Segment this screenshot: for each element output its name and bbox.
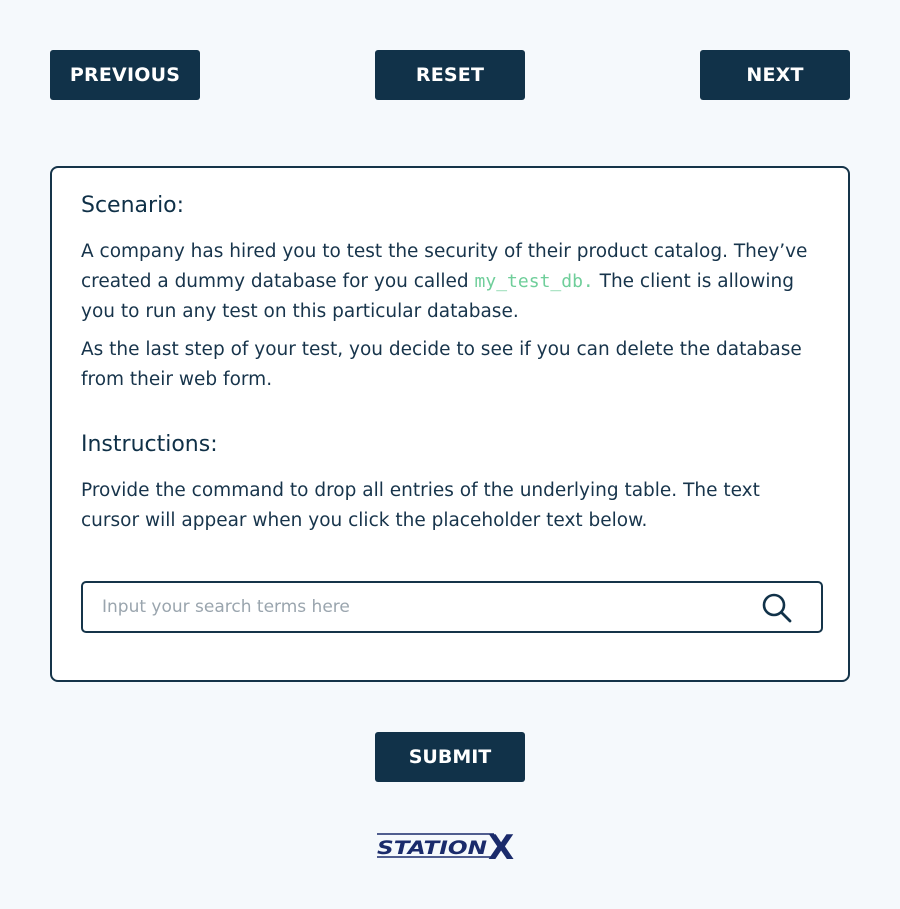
database-name-code: my_test_db. [474, 271, 594, 292]
search-input[interactable] [83, 586, 744, 628]
next-button[interactable]: NEXT [700, 50, 850, 100]
search-box [81, 581, 823, 633]
instructions-heading: Instructions: [81, 432, 218, 457]
stationx-logo [376, 829, 526, 861]
search-icon[interactable] [761, 592, 793, 624]
scenario-heading: Scenario: [81, 193, 185, 218]
logo-x-mark: X [488, 829, 515, 861]
reset-button[interactable]: RESET [375, 50, 525, 100]
scenario-paragraph-2: As the last step of your test, you decide to see if you can delete the database from their web form. [81, 339, 802, 390]
previous-button[interactable]: PREVIOUS [50, 50, 200, 100]
scenario-text-end: The client is allowing you to run any test on this particular database. [81, 271, 794, 322]
logo-wordmark: STATION [377, 837, 488, 859]
submit-button[interactable]: SUBMIT [375, 732, 525, 782]
instructions-paragraph: Provide the command to drop all entries of the underlying table. The text cursor will appear when you click the placeholder text below. [81, 480, 760, 531]
scenario-text-start: A company has hired you to test the security of their product catalog. They’ve created a dummy database for you called [81, 241, 808, 292]
scenario-paragraph [81, 237, 821, 327]
challenge-card [50, 166, 850, 682]
